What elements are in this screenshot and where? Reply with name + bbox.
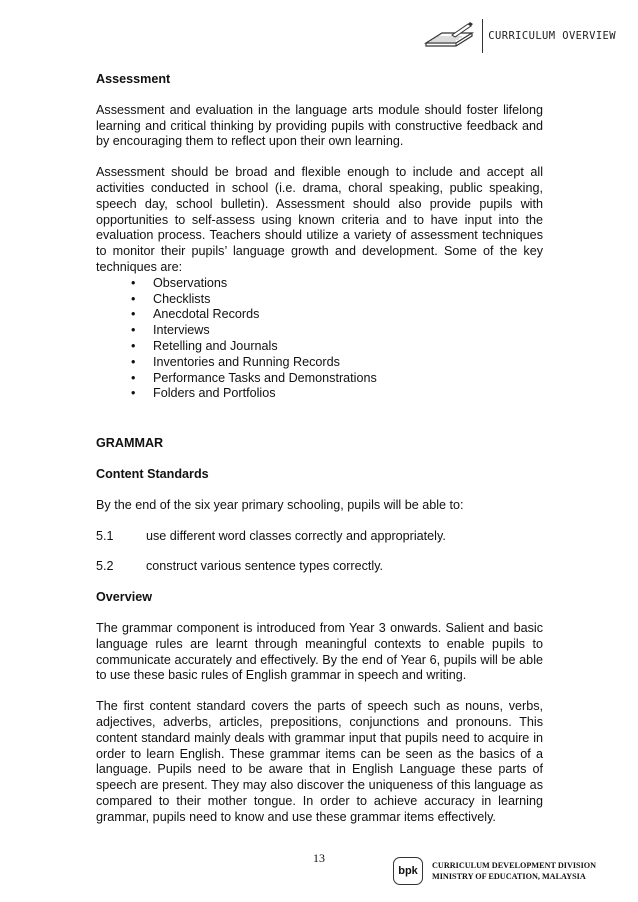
footer-division: CURRICULUM DEVELOPMENT DIVISION: [432, 861, 597, 870]
overview-paragraph-1: The grammar component is introduced from Year 3 onwards. Salient and basic language rules are learnt through meaningful contexts to enable pupils to communicate accurately and effectively. By the end of Year 6, pupils will be able to use these basic rules of English grammar in speech and writing.: [96, 620, 543, 683]
page-footer: [393, 857, 596, 885]
techniques-list: [96, 276, 543, 402]
list-item: • Folders and Portfolios: [131, 386, 543, 402]
standard-item: [96, 529, 543, 545]
list-item: • Performance Tasks and Demonstrations: [131, 371, 543, 387]
overview-paragraph-2: The first content standard covers the parts of speech such as nouns, verbs, adjectives, adverbs, articles, prepositions, conjunctions and pronouns. This content standard mainly deals with grammar input that pupils need to acquire in order to learn English. These grammar items can be seen as the basics of a language. Pupils need to be aware that in English Language these parts of speech are present. They may also discover the uniqueness of this language as compared to their mother tongue. In order to achieve accuracy in learning grammar, pupils need to know and use these grammar items effectively.: [96, 699, 543, 824]
standard-text: construct various sentence types correctly.: [146, 559, 384, 574]
list-item: • Retelling and Journals: [131, 339, 543, 355]
standard-text: use different word classes correctly and appropriately.: [146, 528, 446, 543]
standard-number: 5.2: [96, 559, 114, 574]
overview-heading: Overview: [96, 590, 153, 605]
list-item: • Interviews: [131, 323, 543, 339]
list-item: • Observations: [131, 276, 543, 292]
list-item: • Checklists: [131, 292, 543, 308]
header-divider: [482, 19, 483, 53]
footer-text: [432, 860, 596, 882]
content-standards-intro: By the end of the six year primary schooling, pupils will be able to:: [96, 497, 464, 512]
header-title: CURRICULUM OVERVIEW: [488, 30, 616, 42]
assessment-paragraph-2: Assessment should be broad and flexible enough to include and accept all activities conducted in school (i.e. drama, choral speaking, public speaking, speech day, school bulletin). Assessment should also provide pupils with opportunities to self-assess using known criteria and to have input into the evaluation process. Teachers should utilize a variety of assessment techniques to monitor their pupils’ language growth and development. Some of the key techniques are:: [96, 165, 543, 274]
page-header: [422, 18, 616, 54]
content-standards-heading: Content Standards: [96, 466, 209, 481]
standard-item: [96, 559, 543, 575]
footer-ministry: MINISTRY OF EDUCATION, MALAYSIA: [432, 872, 586, 881]
list-item: • Anecdotal Records: [131, 307, 543, 323]
assessment-paragraph-1: Assessment and evaluation in the language arts module should foster lifelong learning and critical thinking by providing pupils with constructive feedback and by encouraging them to reflect upon their own learning.: [96, 102, 543, 149]
assessment-heading: Assessment: [96, 72, 171, 86]
book-and-pen-icon: [422, 21, 478, 51]
list-item: • Inventories and Running Records: [131, 355, 543, 371]
main-content: [96, 72, 543, 825]
bpk-logo-icon: bpk: [393, 857, 423, 885]
page-number: 13: [313, 851, 325, 865]
grammar-heading: GRAMMAR: [96, 436, 164, 451]
standard-number: 5.1: [96, 528, 114, 543]
